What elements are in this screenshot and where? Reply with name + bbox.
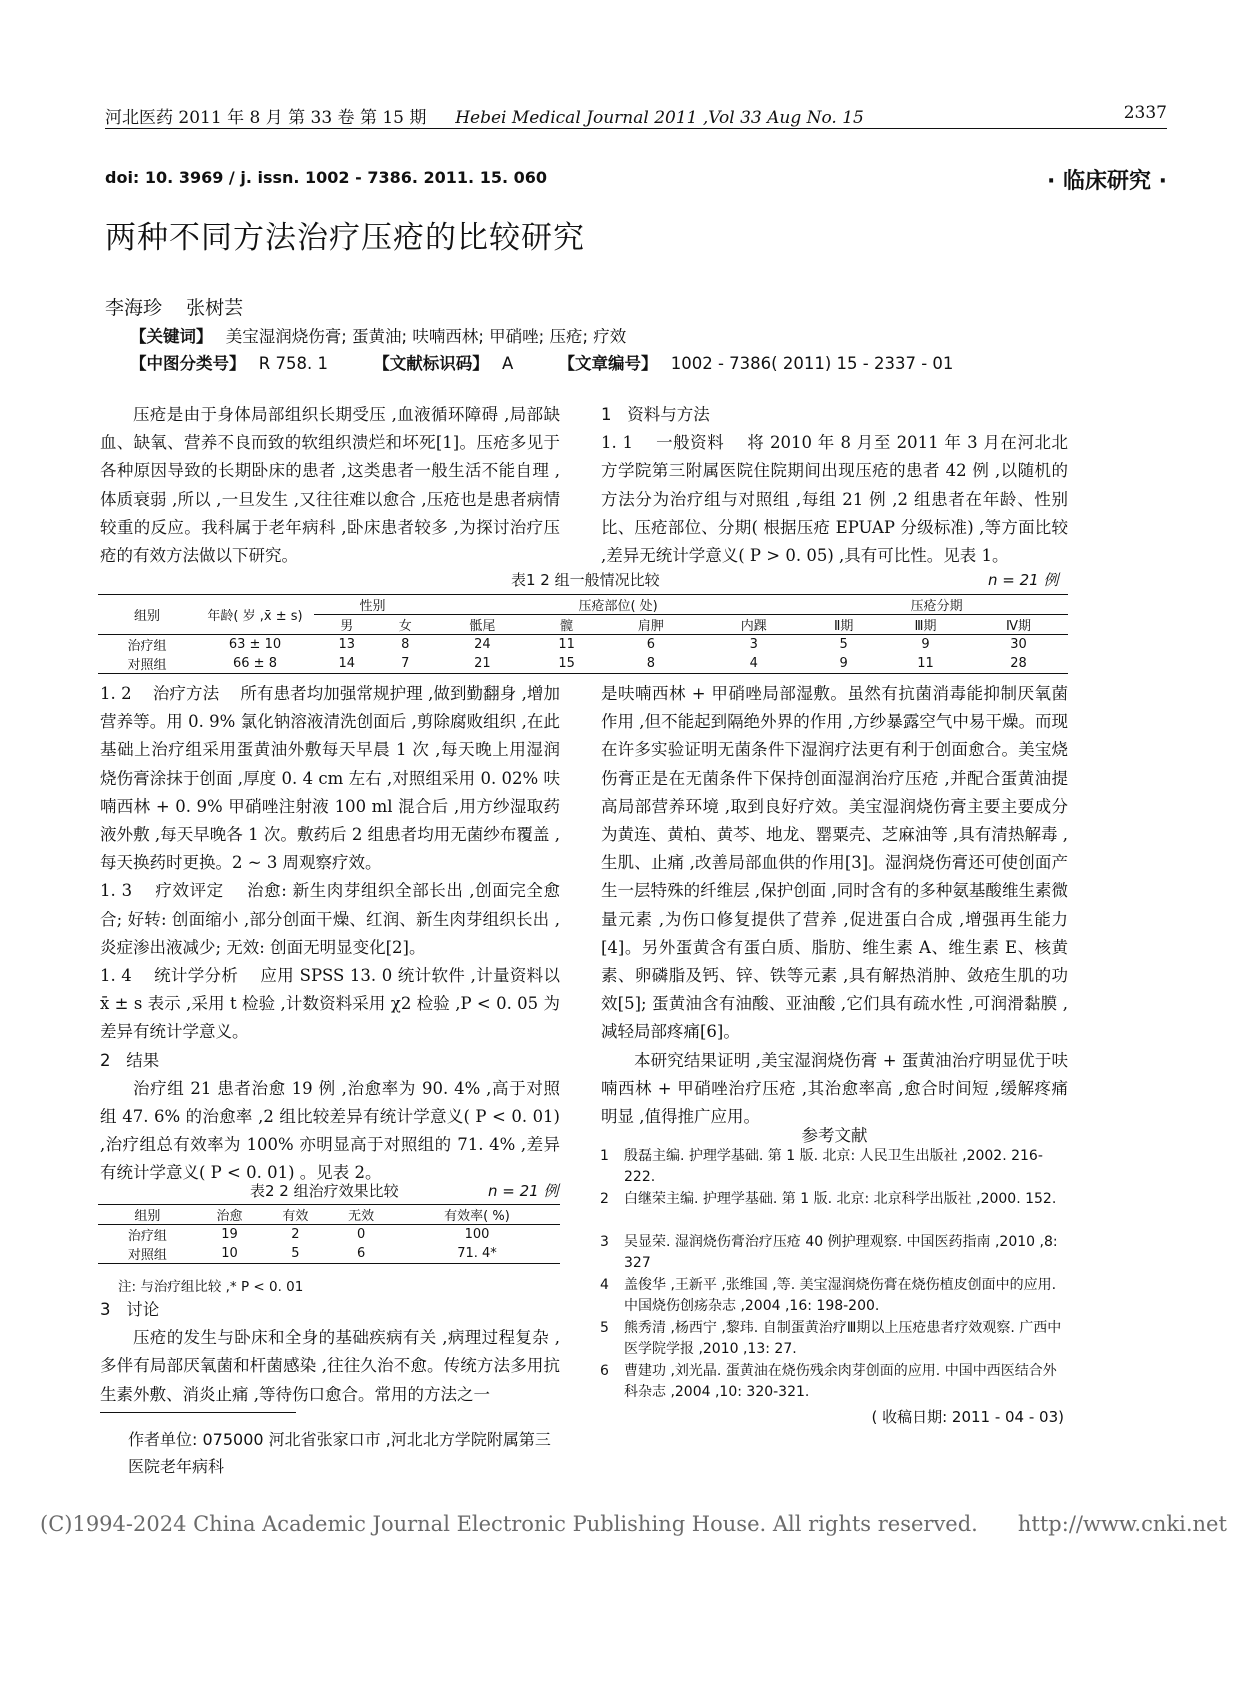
reference-text: 盖俊华 ,王新平 ,张维国 ,等. 美宝湿润烧伤膏在烧伤植皮创面中的应用. 中国烧伤创疡杂志 ,2004 ,16: 198-200.: [624, 1277, 1057, 1314]
section-2-heading: 2 结果: [100, 1050, 160, 1070]
table-cell: 21: [474, 656, 491, 671]
table1-header-site: 压疮部位( 处): [431, 595, 805, 615]
table-cell: 13: [338, 637, 355, 652]
table-cell: 100: [464, 1227, 490, 1242]
table-cell: 30: [1010, 637, 1027, 652]
table-cell: 8: [401, 637, 410, 652]
section-1-3: 1. 3 疗效评定 治愈: 新生肉芽组织全部长出 ,创面完全愈合; 好转: 创面缩小 ,部分创面干燥、红润、新生肉芽组织长出 ,炎症渗出液减少; 无效: 创面无明显变化[2]。: [100, 881, 560, 957]
table-cell: 对照组: [127, 658, 167, 673]
reference-item: [600, 1275, 1064, 1316]
reference-number: 3: [600, 1234, 609, 1250]
reference-text: 殷磊主编. 护理学基础. 第 1 版. 北京: 人民卫生出版社 ,2002. 216-222.: [624, 1148, 1043, 1185]
table-cell: 11: [917, 656, 934, 671]
reference-number: 6: [600, 1363, 609, 1379]
section-2-text: 治疗组 21 患者治愈 19 例 ,治愈率为 90. 4% ,高于对照组 47. 6% 的治愈率 ,2 组比较差异有统计学意义( P < 0. 01) ,治疗组总有效率为 100% 亦明显高于对照组的 71. 4% ,差异有统计学意义( P < 0. 01) 。见表 2。: [100, 1078, 560, 1183]
table-cell: 9: [839, 656, 848, 671]
table-cell: 6: [646, 637, 655, 652]
table1-header-age: 年龄( 岁 ,x̄ ± s): [196, 595, 314, 635]
journal-cn: 河北医药 2011 年 8 月 第 33 卷 第 15 期: [105, 108, 427, 128]
reference-number: 5: [600, 1320, 609, 1336]
section-3-text-right: 是呋喃西林 + 甲硝唑局部湿敷。虽然有抗菌消毒能抑制厌氧菌作用 ,但不能起到隔绝外界的作用 ,方纱暴露空气中易干燥。而现在许多实验证明无菌条件下湿润疗法更有利于创面愈合。美宝烧伤膏正是在无菌条件下保持创面湿润治疗压疮 ,并配合蛋黄油提高局部营养环境 ,取到良好疗效。美宝湿润烧伤膏主要主要成分为黄连、黄柏、黄芩、地龙、罂粟壳、芝麻油等 ,具有清热解毒 ,生肌、止痛 ,改善局部血供的作用[3]。湿润烧伤膏还可使创面产生一层特殊的纤维层 ,保护创面 ,同时含有的多种氨基酸维生素微量元素 ,为伤口修复提供了营养 ,促进蛋白合成 ,增强再生能力[4]。另外蛋黄含有蛋白质、脂肪、维生素 A、维生素 E、核黄素、卵磷脂及钙、锌、铁等元素 ,具有解热消肿、敛疮生肌的功效[5]; 蛋黄油含有油酸、亚油酸 ,它们具有疏水性 ,可润滑黏膜 ,减轻局部疼痛[6]。: [601, 684, 1068, 1042]
left-column-body: [100, 680, 566, 1188]
table-cell: 对照组: [127, 1248, 167, 1263]
table2: [98, 1204, 560, 1264]
table1-sub-stage2: Ⅱ期: [833, 619, 854, 634]
copyright-footer: (C)1994-2024 China Academic Journal Electronic Publishing House. All rights reserved. http://www.cnki.net: [40, 1512, 1227, 1536]
table-cell: 66 ± 8: [233, 656, 277, 671]
reference-text: 吴显荣. 湿润烧伤膏治疗压疮 40 例护理观察. 中国医药指南 ,2010 ,8: 327: [624, 1234, 1058, 1271]
clc-value: R 758. 1: [258, 354, 328, 373]
reference-text: 熊秀清 ,杨西宁 ,黎玮. 自制蛋黄治疗Ⅲ期以上压疮患者疗效观察. 广西中医学院学报 ,2010 ,13: 27.: [624, 1320, 1062, 1357]
table1-sub-ankle: 内踝: [740, 619, 767, 634]
reference-item: [600, 1318, 1064, 1359]
table-cell: 2: [291, 1227, 300, 1242]
table-cell: 治疗组: [127, 1229, 167, 1244]
reference-item: [600, 1361, 1064, 1402]
table2-header-group: 组别: [134, 1209, 161, 1224]
page-number: 2337: [1123, 103, 1167, 123]
table-cell: 4: [749, 656, 758, 671]
table2-header-effective: 有效: [282, 1209, 309, 1224]
doccode-label: 【文献标识码】: [373, 354, 489, 373]
table-cell: 5: [291, 1246, 300, 1261]
table1-sub-sacrococcyx: 骶尾: [469, 619, 496, 634]
table1-sub-female: 女: [398, 619, 412, 634]
table-row: [98, 635, 1068, 655]
table1-unit: n = 21 例: [988, 571, 1059, 589]
article-title: 两种不同方法治疗压疮的比较研究: [105, 220, 585, 256]
section-1-heading: 1 资料与方法: [601, 405, 710, 424]
table-cell: 0: [356, 1227, 366, 1242]
section-1-1: 1. 1 一般资料 将 2010 年 8 月至 2011 年 3 月在河北北方学院第三附属医院住院期间出现压疮的患者 42 例 ,以随机的方法分为治疗组与对照组 ,每组 21 例 ,2 组患者在年龄、性别比、压疮部位、分期( 根据压疮 EPUAP 分级标准) ,等方面比较 ,差异无统计学意义( P > 0. 05) ,具有可比性。见表 1。: [601, 433, 1074, 566]
table1-header-stage: 压疮分期: [805, 595, 1068, 615]
table2-unit: n = 21 例: [488, 1182, 559, 1200]
article-no-label: 【文章编号】: [558, 354, 658, 373]
table2-header-rate: 有效率( %): [444, 1209, 510, 1224]
section-3-text-left: 压疮的发生与卧床和全身的基础疾病有关 ,病理过程复杂 ,多伴有局部厌氧菌和杆菌感染 ,往往久治不愈。传统方法多用抗生素外敷、消炎止痛 ,等待伤口愈合。常用的方法之一: [100, 1328, 560, 1404]
table-row: [98, 654, 1068, 674]
table-row: [98, 1225, 560, 1245]
section-1-2: 1. 2 治疗方法 所有患者均加强常规护理 ,做到勤翻身 ,增加营养等。用 0. 9% 氯化钠溶液清洗创面后 ,剪除腐败组织 ,在此基础上治疗组采用蛋黄油外敷每天早晨 1 次 ,每天晚上用湿润烧伤膏涂抹于创面 ,厚度 0. 4 cm 左右 ,对照组采用 0. 02% 呋喃西林 + 0. 9% 甲硝唑注射液 100 ml 混合后 ,用方纱湿取药液外敷 ,每天早晚各 1 次。敷药后 2 组患者均用无菌纱布覆盖 ,每天换药时更换。2 ~ 3 周观察疗效。: [100, 684, 560, 873]
intro-paragraph: 压疮是由于身体局部组织长期受压 ,血液循环障碍 ,局部缺血、缺氧、营养不良而致的软组织溃烂和坏死[1]。压疮多见于各种原因导致的长期卧床的患者 ,这类患者一般生活不能自理 ,体质衰弱 ,所以 ,一旦发生 ,又往往难以愈合 ,压疮也是患者病情较重的反应。我科属于老年病科 ,卧床患者较多 ,为探讨治疗压疮的有效方法做以下研究。: [100, 405, 560, 566]
table-cell: 5: [839, 637, 848, 652]
table-cell: 8: [646, 656, 655, 671]
table-cell: 3: [749, 637, 758, 652]
keywords: 美宝湿润烧伤膏; 蛋黄油; 呋喃西林; 甲硝唑; 压疮; 疗效: [225, 327, 627, 346]
keywords-label: 【关键词】: [130, 327, 213, 346]
table2-caption: 表2 2 组治疗效果比较: [250, 1182, 399, 1200]
received-date: ( 收稿日期: 2011 - 04 - 03): [871, 1408, 1064, 1426]
table1-header-group: 组别: [98, 595, 196, 635]
table-cell: 9: [921, 637, 930, 652]
methods-block: [601, 401, 1074, 570]
table1-sub-stage4: Ⅳ期: [1005, 619, 1031, 634]
table-cell: 11: [558, 637, 575, 652]
table1-sub-hip: 髋: [560, 619, 574, 634]
table-cell: 71. 4*: [457, 1246, 497, 1261]
section-1-4: 1. 4 统计学分析 应用 SPSS 13. 0 统计软件 ,计量资料以 x̄ ± s 表示 ,采用 t 检验 ,计数资料采用 χ2 检验 ,P < 0. 05 为差异有统计学意义。: [100, 966, 566, 1042]
table-cell: 14: [338, 656, 355, 671]
discussion-right: [601, 680, 1068, 1131]
table-cell: 19: [221, 1227, 238, 1242]
reference-item: [600, 1146, 1064, 1187]
table-cell: 15: [558, 656, 575, 671]
table1-sub-male: 男: [340, 619, 354, 634]
reference-text: 曹建功 ,刘光晶. 蛋黄油在烧伤残余肉芽创面的应用. 中国中西医结合外科杂志 ,2004 ,10: 320-321.: [624, 1363, 1057, 1400]
reference-number: 2: [600, 1191, 609, 1207]
table-cell: 治疗组: [127, 639, 167, 654]
footnote-rule: [100, 1412, 296, 1413]
table-row: [98, 1244, 560, 1264]
classification-line: [130, 350, 953, 374]
table2-note: 注: 与治疗组比较 ,* P < 0. 01: [118, 1279, 304, 1295]
running-header: [105, 103, 864, 128]
reference-number: 4: [600, 1277, 609, 1293]
table-cell: 6: [356, 1246, 366, 1261]
table-cell: 10: [221, 1246, 238, 1261]
table2-header-ineffective: 无效: [348, 1209, 375, 1224]
reference-text: 白继荣主编. 护理学基础. 第 1 版. 北京: 北京科学出版社 ,2000. 152.: [624, 1191, 1057, 1207]
reference-item: [600, 1189, 1064, 1210]
conclusion: 本研究结果证明 ,美宝湿润烧伤膏 + 蛋黄油治疗明显优于呋喃西林 + 甲硝唑治疗压疮 ,其治愈率高 ,愈合时间短 ,缓解疼痛明显 ,值得推广应用。: [601, 1050, 1068, 1127]
reference-item: [600, 1232, 1064, 1273]
doi: doi: 10. 3969 / j. issn. 1002 - 7386. 2011. 15. 060: [105, 168, 548, 187]
table1-sub-scapula: 肩胛: [637, 619, 664, 634]
author-unit: 作者单位: 075000 河北省张家口市 ,河北北方学院附属第三医院老年病科: [128, 1430, 551, 1476]
references-heading: 参考文献: [801, 1126, 868, 1145]
keywords-line: [130, 323, 626, 347]
discussion-left: [100, 1296, 560, 1409]
table2-header-cured: 治愈: [216, 1209, 243, 1224]
table1: [98, 594, 1068, 674]
table1-caption: 表1 2 组一般情况比较: [511, 571, 660, 589]
authors: 李海珍 张树芸: [105, 297, 244, 319]
table-cell: 63 ± 10: [228, 637, 282, 652]
section-tag: · 临床研究 ·: [1046, 169, 1167, 194]
journal-en: Hebei Medical Journal 2011 ,Vol 33 Aug No. 15: [455, 108, 864, 128]
table-cell: 7: [401, 656, 410, 671]
section-3-heading: 3 讨论: [100, 1300, 160, 1319]
doccode-value: A: [501, 354, 514, 373]
table-cell: 24: [474, 637, 491, 652]
reference-number: 1: [600, 1148, 609, 1164]
article-no-value: 1002 - 7386( 2011) 15 - 2337 - 01: [670, 354, 954, 373]
table1-sub-stage3: Ⅲ期: [914, 619, 937, 634]
header-rule: [105, 128, 1167, 129]
intro-block: [100, 401, 560, 570]
clc-label: 【中图分类号】: [130, 354, 246, 373]
table-cell: 28: [1010, 656, 1027, 671]
table1-header-sex: 性别: [314, 595, 431, 615]
